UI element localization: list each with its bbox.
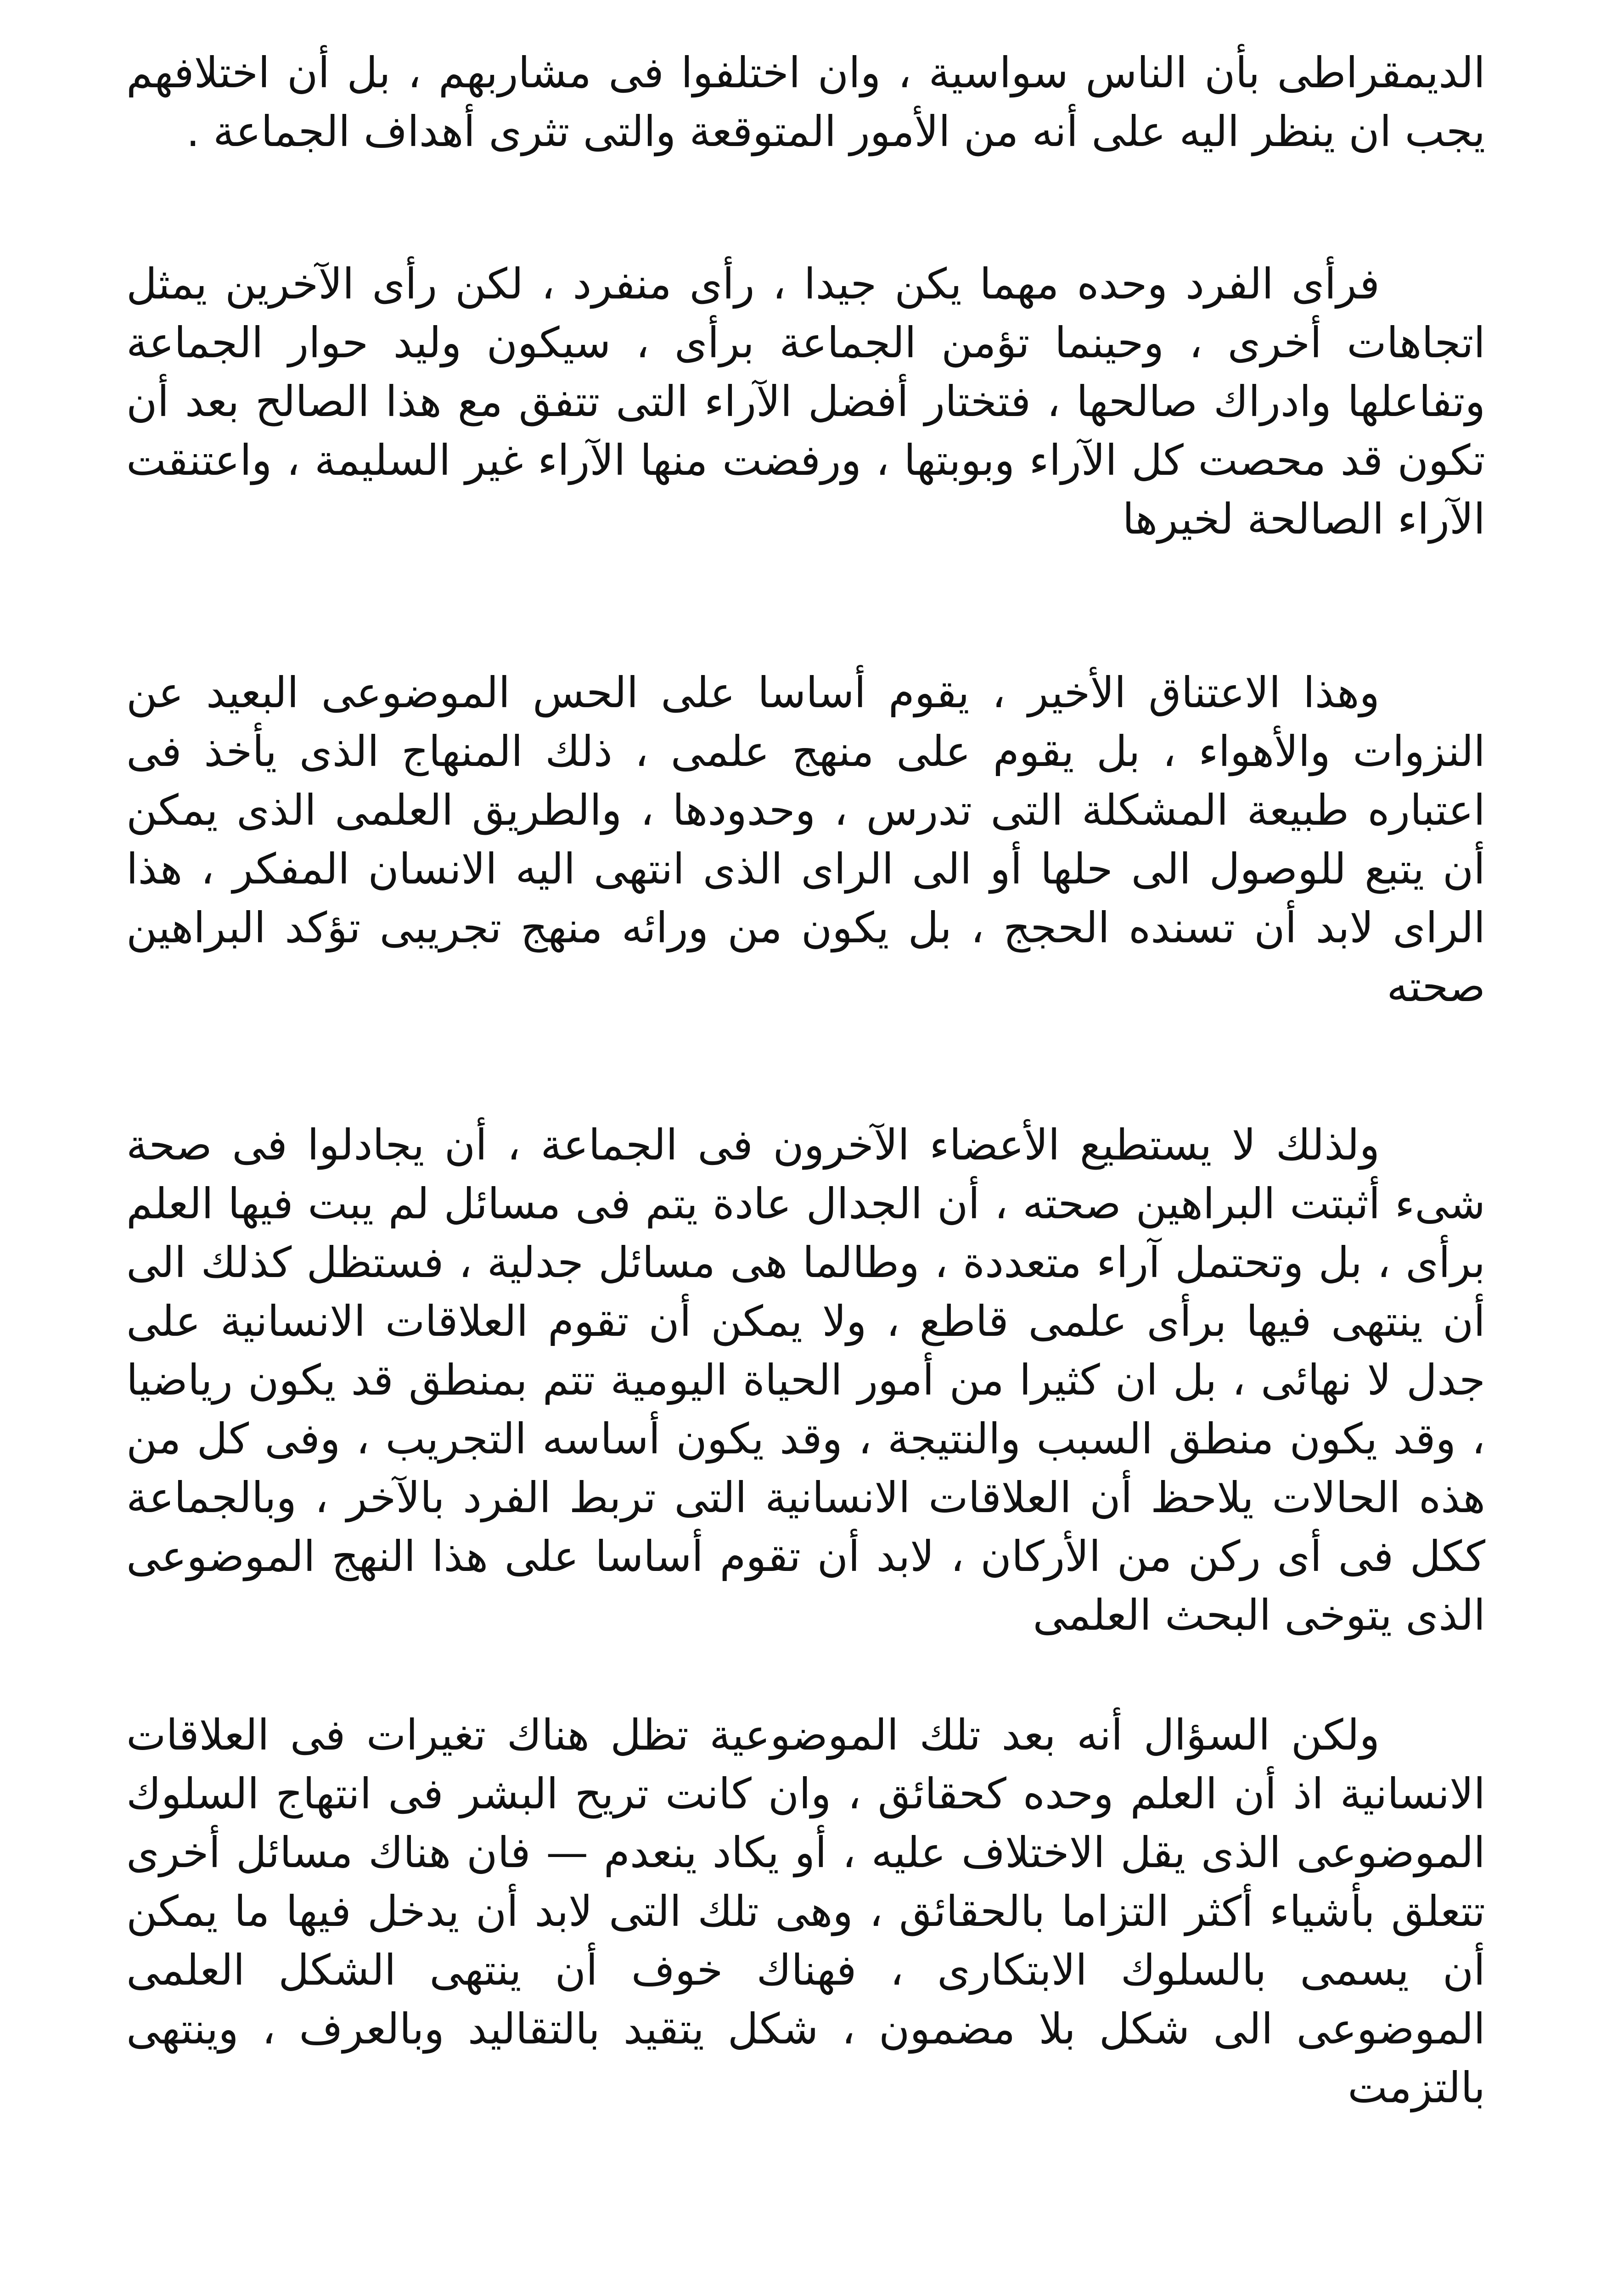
paragraph-2: فرأى الفرد وحده مهما يكن جيدا ، رأى منفرد ، لكن رأى الآخرين يمثل اتجاهات أخرى ، وحينما تؤمن الجماعة برأى ، سيكون وليد حوار الجماعة وتفاعلها وادراك صالحها ، فتختار أفضل الآراء التى تتفق مع هذا الصالح بعد أن تكون قد محصت كل الآراء وبوبتها ، ورفضت منها الآراء غير السليمة ، واعتنقت الآراء الصالحة لخيرها bbox=[126, 259, 1485, 544]
paragraph-3: وهذا الاعتناق الأخير ، يقوم أساسا على الحس الموضوعى البعيد عن النزوات والأهواء ، بل يقوم على منهج علمى ، ذلك المنهاج الذى يأخذ فى اعتباره طبيعة المشكلة التى تدرس ، وحدودها ، والطريق العلمى الذى يمكن أن يتبع للوصول الى حلها أو الى الراى الذى انتهى اليه الانسان المفكر ، هذا الراى لابد أن تسنده الحجج ، بل يكون من ورائه منهج تجريبى تؤكد البراهين صحته bbox=[126, 668, 1485, 1011]
paragraph-4: ولذلك لا يستطيع الأعضاء الآخرون فى الجماعة ، أن يجادلوا فى صحة شىء أثبتت البراهين صحته ، أن الجدال عادة يتم فى مسائل لم يبت فيها العلم برأى ، بل وتحتمل آراء متعددة ، وطالما هى مسائل جدلية ، فستظل كذلك الى أن ينتهى فيها برأى علمى قاطع ، ولا يمكن أن تقوم العلاقات الانسانية على جدل لا نهائى ، بل ان كثيرا من أمور الحياة اليومية تتم بمنطق قد يكون رياضيا ، وقد يكون منطق السبب والنتيجة ، وقد يكون أساسه التجريب ، وفى كل من هذه الحالات يلاحظ أن العلاقات الانسانية التى تربط الفرد بالآخر ، وبالجماعة ككل فى أى ركن من الأركان ، لابد أن تقوم أساسا على هذا النهج الموضوعى الذى يتوخى البحث العلمى bbox=[126, 1120, 1485, 1640]
paragraph-5: ولكن السؤال أنه بعد تلك الموضوعية تظل هناك تغيرات فى العلاقات الانسانية اذ أن العلم وحده كحقائق ، وان كانت تريح البشر فى انتهاج السلوك الموضوعى الذى يقل الاختلاف عليه ، أو يكاد ينعدم — فان هناك مسائل أخرى تتعلق بأشياء أكثر التزاما بالحقائق ، وهى تلك التى لابد أن يدخل فيها ما يمكن أن يسمى بالسلوك الابتكارى ، فهناك خوف أن ينتهى الشكل العلمى الموضوعى الى شكل بلا مضمون ، شكل يتقيد بالتقاليد وبالعرف ، وينتهى بالتزمت bbox=[126, 1711, 1485, 2112]
paragraph-1: الديمقراطى بأن الناس سواسية ، وان اختلفوا فى مشاربهم ، بل أن اختلافهم يجب ان ينظر اليه على أنه من الأمور المتوقعة والتى تثرى أهداف الجماعة . bbox=[126, 48, 1485, 156]
